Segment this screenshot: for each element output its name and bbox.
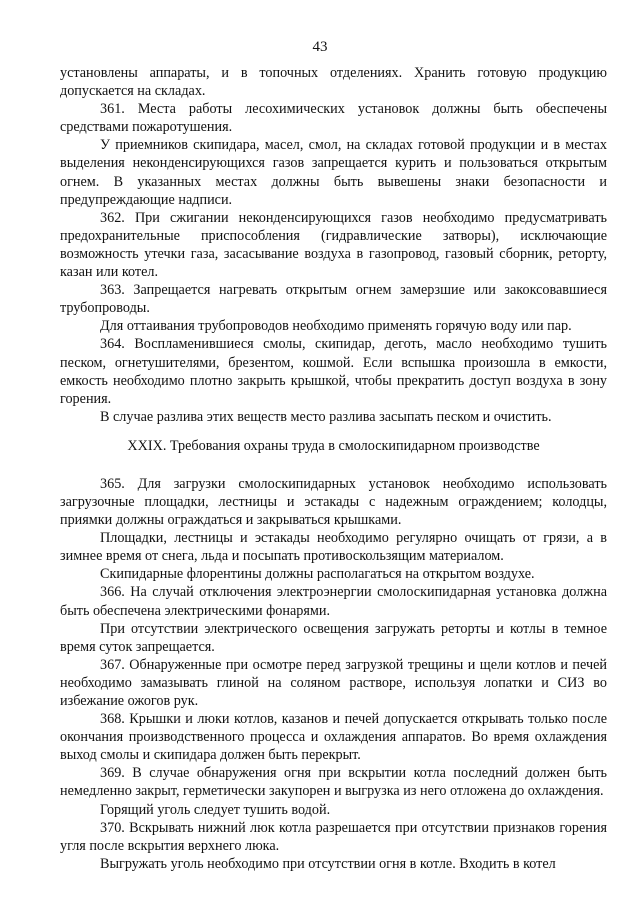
paragraph-369: 369. В случае обнаружения огня при вскрытии котла последний должен быть немедленно закрыт, герметически закупорен и выгрузка из него отложена до охлаждения. bbox=[60, 765, 607, 800]
paragraph-365-florentines: Скипидарные флорентины должны располагаться на открытом воздухе. bbox=[100, 566, 535, 583]
paragraph-370-unloading: Выгружать уголь необходимо при отсутствии огня в котле. Входить в котел bbox=[100, 855, 556, 872]
paragraph-364-spill: В случае разлива этих веществ место разлива засыпать песком и очистить. bbox=[100, 408, 552, 425]
paragraph-362: 362. При сжигании неконденсирующихся газов необходимо предусматривать предохранительные приспособления (гидравлические затворы), исключающие возможность утечки газа, засасывание воздуха в газопровод, газовый сборник, реторту, казан или котел. bbox=[60, 209, 607, 281]
paragraph-368: 368. Крышки и люки котлов, казанов и печей допускается открывать только после окончания производственного процесса и охлаждения аппаратов. Во время охлаждения выход смолы и скипидара должен быть перекрыт. bbox=[60, 711, 607, 764]
paragraph-367: 367. Обнаруженные при осмотре перед загрузкой трещины и щели котлов и печей необходимо замазывать глиной на соляном растворе, используя лопатки и СИЗ во избежание ожогов рук. bbox=[60, 656, 607, 709]
paragraph-366: 366. На случай отключения электроэнергии смолоскипидарная установка должна быть обеспечена электрическими фонарями. bbox=[60, 584, 607, 619]
paragraph-366-lighting: При отсутствии электрического освещения загружать реторты и котлы в темное время суток запрещается. bbox=[60, 620, 607, 655]
paragraph-361-smoking: У приемников скипидара, масел, смол, на складах готовой продукции и в местах выделения неконденсирующихся газов запрещается курить и пользоваться открытым огнем. В указанных местах должны быть вывешены знаки безопасности и предупреждающие надписи. bbox=[60, 137, 607, 208]
paragraph-363: 363. Запрещается нагревать открытым огнем замерзшие или закоксовавшиеся трубопроводы. bbox=[60, 282, 607, 317]
paragraph-369-water: Горящий уголь следует тушить водой. bbox=[100, 801, 331, 818]
paragraph-continuation: установлены аппараты, и в топочных отделениях. Хранить готовую продукцию допускается на складах. bbox=[60, 65, 607, 100]
paragraph-370: 370. Вскрывать нижний люк котла разрешается при отсутствии признаков горения угля после вскрытия верхнего люка. bbox=[60, 819, 607, 854]
section-heading: XXIX. Требования охраны труда в смолоскипидарном производстве bbox=[127, 437, 540, 454]
paragraph-365: 365. Для загрузки смолоскипидарных установок необходимо использовать загрузочные площадки, лестницы и эстакады с надежным ограждением; колодцы, приямки должны ограждаться и закрываться крышками. bbox=[60, 475, 607, 529]
paragraph-361: 361. Места работы лесохимических установок должны быть обеспечены средствами пожаротушения. bbox=[60, 101, 607, 136]
paragraph-365-cleaning: Площадки, лестницы и эстакады необходимо регулярно очищать от грязи, а в зимнее время от снега, льда и посыпать противоскользящим материалом. bbox=[60, 530, 607, 565]
page-number: 43 bbox=[312, 39, 328, 55]
document-body bbox=[60, 64, 607, 873]
paragraph-363-thawing: Для оттаивания трубопроводов необходимо применять горячую воду или пар. bbox=[100, 318, 572, 335]
paragraph-364: 364. Воспламенившиеся смолы, скипидар, деготь, масло необходимо тушить песком, огнетушителями, брезентом, кошмой. Если вспышка произошла в емкости, емкость необходимо плотно закрыть крышкой, чтобы прекратить доступ воздуха в зону горения. bbox=[60, 336, 607, 407]
